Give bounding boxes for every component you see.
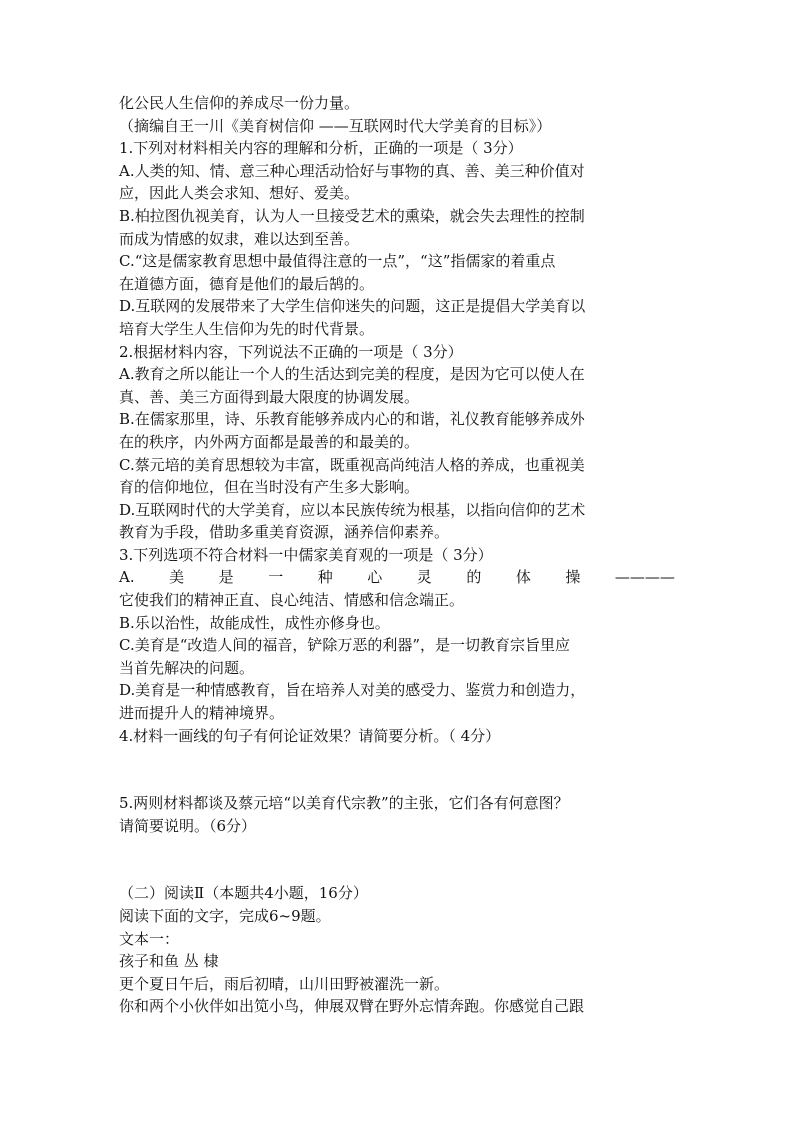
text-line: B.在儒家那里，诗、乐教育能够养成内心的和谐，礼仪教育能够养成外 — [119, 410, 585, 429]
text-line: D.互联网时代的大学美育，应以本民族传统为根基，以指向信仰的艺术 — [119, 500, 586, 519]
text-line: 而成为情感的奴隶，难以达到至善。 — [119, 229, 360, 248]
text-line: 在的秩序，内外两方面都是最善的和最美的。 — [119, 432, 420, 451]
text-line: 教育为手段，借助多重美育资源，涵养信仰素养。 — [119, 523, 450, 542]
text-line: （二）阅读Ⅱ（本题共4小题，16分） — [119, 884, 368, 903]
text-block-reading-2 — [119, 882, 675, 1018]
text-line: 培育大学生人生信仰为先的时代背景。 — [119, 319, 375, 338]
text-block-question-3-4 — [119, 589, 675, 747]
text-line: 2.根据材料内容，下列说法不正确的一项是（ 3分） — [119, 342, 463, 361]
text-line: 真、善、美三方面得到最大限度的协调发展。 — [119, 387, 420, 406]
text-line: 你和两个小伙伴如出笕小鸟，伸展双臂在野外忘情奔跑。你感觉自己跟 — [119, 997, 585, 1016]
text-line: C.“这是儒家教育思想中最值得注意的一点”，“这”指儒家的着重点 — [119, 252, 556, 271]
option-3a-line — [119, 566, 675, 589]
text-line: 3.下列选项不符合材料一中儒家美育观的一项是（ 3分） — [119, 545, 493, 564]
text-line: 5.两则材料都谈及蔡元培“以美育代宗教”的主张，它们各有何意图？ — [119, 794, 569, 813]
text-line: 进而提升人的精神境界。 — [119, 704, 285, 723]
text-line: 阅读下面的文字，完成6~9题。 — [119, 907, 331, 925]
text-line: 在道德方面，德育是他们的最后鹄的。 — [119, 274, 375, 293]
text-line: （摘编自王一川《美育树信仰 ——互联网时代大学美育的目标》） — [119, 116, 552, 135]
text-line: D.互联网的发展带来了大学生信仰迷失的问题，这正是提倡大学美育以 — [119, 297, 586, 316]
spread-char: 心 — [367, 568, 383, 587]
text-line: 化公民人生信仰的养成尽一份力量。 — [119, 94, 360, 112]
text-line: 4.材料一画线的句子有何论证效果？请简要分析。（ 4分） — [119, 726, 501, 745]
text-line: B.乐以治性，故能成性，成性亦修身也。 — [119, 613, 390, 632]
text-line: 当首先解决的问题。 — [119, 658, 255, 677]
spread-char: ———— — [614, 568, 675, 587]
spread-char: 是 — [218, 568, 234, 587]
text-block-questions-1-3 — [119, 92, 675, 566]
document-page — [119, 92, 675, 1018]
text-line: A.教育之所以能让一个人的生活达到完美的程度，是因为它可以使人在 — [119, 365, 585, 384]
text-line: 文本一： — [119, 929, 180, 948]
text-line: B.柏拉图仇视美育，认为人一旦接受艺术的熏染，就会失去理性的控制 — [119, 206, 585, 225]
spread-char: 操 — [565, 568, 581, 587]
spread-char: 灵 — [416, 568, 432, 587]
answer-space-4 — [119, 747, 675, 792]
spread-char: 美 — [169, 568, 185, 587]
answer-space-5 — [119, 837, 675, 882]
text-line: A.人类的知、情、意三种心理活动恰好与事物的真、善、美三种价值对 — [119, 161, 585, 180]
text-line: 应，因此人类会求知、想好、爱美。 — [119, 184, 360, 203]
text-line: 更个夏日午后，雨后初晴，山川田野被濯洗一新。 — [119, 974, 450, 993]
text-line: C.美育是“改造人间的福音，铲除万恶的利器”，是一切教育宗旨里应 — [119, 636, 571, 655]
spread-char: 种 — [317, 568, 333, 587]
text-line: 孩子和鱼 丛 棣 — [119, 952, 219, 971]
text-line: 1.下列对材料相关内容的理解和分析，正确的一项是（ 3分） — [119, 139, 523, 158]
spread-char: A. — [119, 568, 135, 587]
text-line: D.美育是一种情感教育，旨在培养人对美的感受力、鉴赏力和创造力， — [119, 681, 586, 700]
spread-char: 的 — [466, 568, 482, 587]
text-line: 育的信仰地位，但在当时没有产生多大影响。 — [119, 478, 420, 497]
text-block-question-5 — [119, 792, 675, 837]
spread-char: 一 — [268, 568, 284, 587]
text-line: C.蔡元培的美育思想较为丰富，既重视高尚纯洁人格的养成，也重视美 — [119, 455, 585, 474]
text-line: 请简要说明。（6分） — [119, 816, 257, 835]
text-line: 它使我们的精神正直、良心纯洁、情感和信念端正。 — [119, 591, 465, 610]
spread-char: 体 — [515, 568, 531, 587]
